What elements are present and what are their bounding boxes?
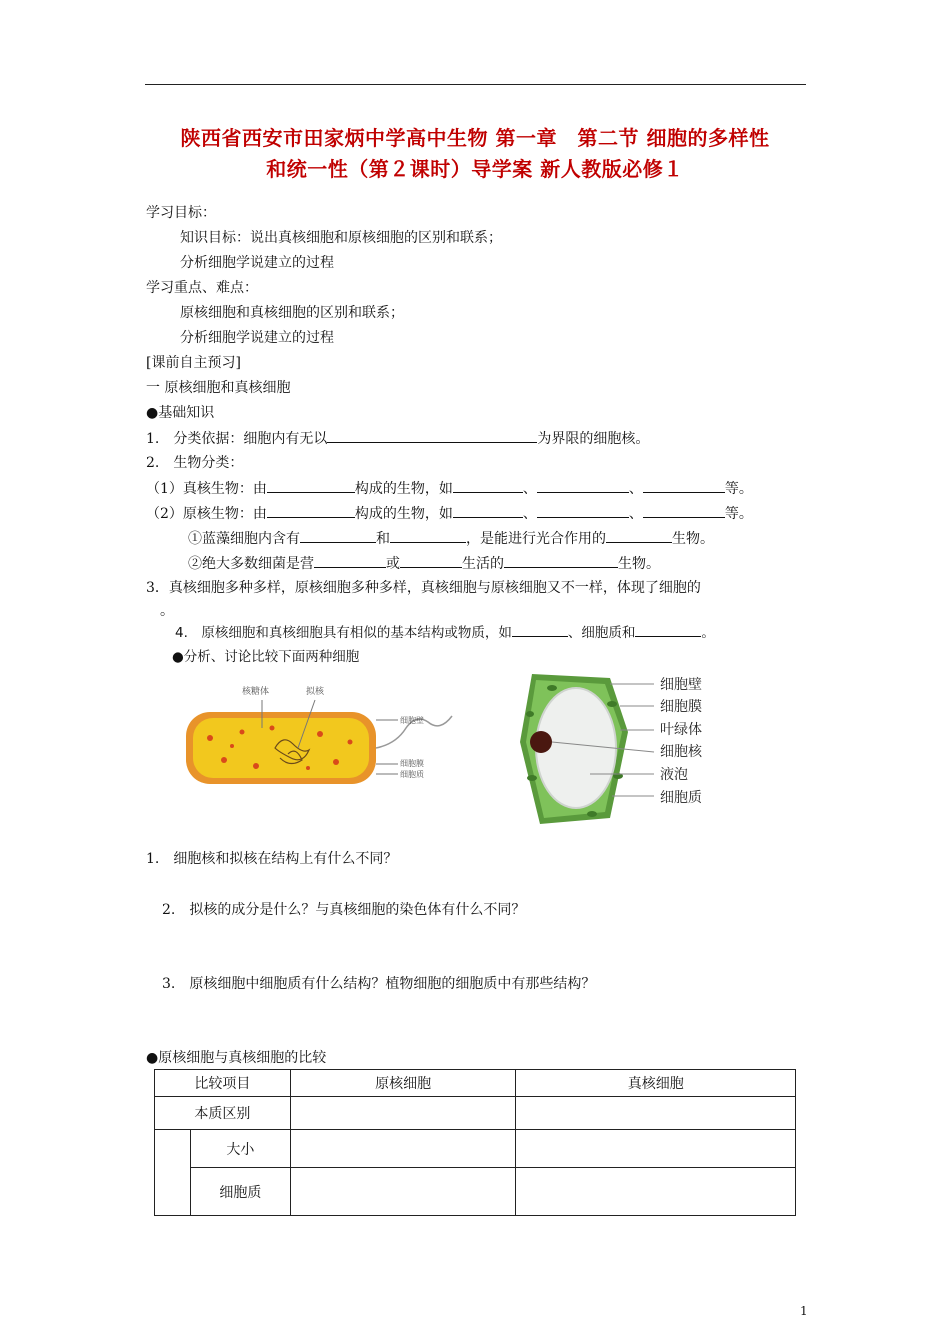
discussion-question-2: 2. 拟核的成分是什么？与真核细胞的染色体有什么不同？ (162, 902, 526, 918)
fill-blank[interactable] (643, 503, 725, 518)
document-title-line2: 和统一性（第２课时）导学案 新人教版必修１ (266, 157, 684, 181)
eukaryote-end: 等。 (724, 481, 753, 497)
prokaryote-end: 等。 (724, 506, 753, 522)
fill-blank[interactable] (327, 428, 537, 443)
eukaryote-prefix: （1）真核生物：由 (146, 481, 267, 497)
bacterium-diagram (186, 685, 452, 784)
header-prokaryote: 原核细胞 (290, 1070, 516, 1097)
label-cell-membrane: 细胞膜 (660, 699, 702, 715)
fill-blank[interactable] (512, 622, 568, 637)
table-row (155, 1070, 796, 1097)
bacteria-prefix: ②绝大多数细菌是营 (188, 556, 314, 572)
bacteria-end: 生物。 (618, 556, 660, 572)
plant-cell-diagram (520, 674, 703, 824)
fill-blank[interactable] (267, 503, 355, 518)
key-points-heading: 学习重点、难点： (146, 280, 258, 296)
table-cell[interactable] (516, 1130, 796, 1168)
label-bacterium-wall: 细胞壁 (400, 716, 424, 725)
fill-blank[interactable] (300, 528, 376, 543)
table-cell[interactable] (516, 1097, 796, 1130)
section-one-heading: 一 原核细胞和真核细胞 (146, 380, 291, 396)
separator: 、 (628, 506, 643, 522)
cyanobacteria-line (188, 528, 714, 549)
fill-blank[interactable] (390, 528, 466, 543)
objectives-heading: 学习目标： (146, 205, 216, 221)
similarity-mid: 、细胞质和 (567, 625, 636, 641)
separator: 、 (628, 481, 643, 497)
diversity-line1: 3．真核细胞多种多样，原核细胞多种多样，真核细胞与原核细胞又不一样，体现了细胞的 (146, 580, 701, 596)
nucleus (530, 731, 552, 753)
discussion-question-1: 1. 细胞核和拟核在结构上有什么不同？ (146, 851, 398, 867)
comparison-heading: ●原核细胞与真核细胞的比较 (146, 1050, 327, 1066)
objective-analysis: 分析细胞学说建立的过程 (180, 255, 334, 271)
cyanobacteria-prefix: ①蓝藻细胞内含有 (188, 531, 300, 547)
fill-blank[interactable] (453, 478, 523, 493)
row-size-label: 大小 (190, 1130, 290, 1168)
key-point-1: 原核细胞和真核细胞的区别和联系； (180, 305, 404, 321)
fill-blank[interactable] (504, 553, 618, 568)
fill-blank[interactable] (453, 503, 523, 518)
prokaryote-mid: 构成的生物，如 (354, 506, 453, 522)
bacteria-mid: 生活的 (462, 556, 504, 572)
cyanobacteria-and: 和 (376, 531, 390, 547)
cyanobacteria-mid: ，是能进行光合作用的 (466, 531, 606, 547)
header-item: 比较项目 (155, 1070, 291, 1097)
bacteria-line (188, 553, 660, 574)
fill-blank[interactable] (537, 478, 629, 493)
header-eukaryote: 真核细胞 (516, 1070, 796, 1097)
fill-blank[interactable] (400, 553, 462, 568)
q1-prefix: 1. 分类依据：细胞内有无以 (146, 431, 328, 447)
row-cytoplasm-label: 细胞质 (190, 1168, 290, 1216)
label-cell-wall: 细胞壁 (660, 677, 702, 693)
fill-blank[interactable] (643, 478, 725, 493)
comparison-table (154, 1069, 796, 1216)
fill-blank[interactable] (267, 478, 355, 493)
q1-suffix: 为界限的细胞核。 (537, 431, 650, 447)
label-vacuole: 液泡 (660, 767, 688, 783)
table-cell[interactable] (290, 1130, 516, 1168)
bacteria-or: 或 (386, 556, 400, 572)
table-cell[interactable] (290, 1097, 516, 1130)
objective-knowledge: 知识目标：说出真核细胞和原核细胞的区别和联系； (180, 230, 502, 246)
eukaryote-mid: 构成的生物，如 (354, 481, 453, 497)
similarity-end: 。 (701, 625, 715, 641)
separator: 、 (522, 506, 537, 522)
analysis-heading: ●分析、讨论比较下面两种细胞 (172, 649, 360, 665)
label-nucleus: 细胞核 (660, 744, 702, 760)
label-ribosome: 核糖体 (242, 687, 270, 697)
eukaryote-line (146, 478, 753, 499)
cell-comparison-figure (180, 668, 740, 828)
label-nucleoid: 拟核 (306, 687, 325, 697)
row-essence-label: 本质区别 (155, 1097, 291, 1130)
document-title-line1: 陕西省西安市田家炳中学高中生物 第一章 第二节 细胞的多样性 (180, 126, 770, 150)
cyanobacteria-end: 生物。 (672, 531, 714, 547)
top-rule (145, 84, 806, 85)
table-row (155, 1130, 796, 1168)
separator: 、 (522, 481, 537, 497)
label-cytoplasm: 细胞质 (660, 790, 702, 806)
table-row (155, 1097, 796, 1130)
table-cell[interactable] (290, 1168, 516, 1216)
prokaryote-line (146, 503, 753, 524)
label-bacterium-cytoplasm: 细胞质 (400, 770, 424, 779)
discussion-question-3: 3. 原核细胞中细胞质有什么结构？植物细胞的细胞质中有那些结构？ (162, 976, 596, 992)
fill-blank[interactable] (537, 503, 629, 518)
key-point-2: 分析细胞学说建立的过程 (180, 330, 334, 346)
question-organism-classification: 2. 生物分类： (146, 455, 244, 471)
question-classification (146, 428, 649, 449)
fill-blank[interactable] (606, 528, 672, 543)
similarity-question (175, 622, 715, 643)
table-cell (155, 1130, 191, 1216)
preview-heading: [课前自主预习] (146, 355, 241, 371)
similarity-prefix: 4. 原核细胞和真核细胞具有相似的基本结构或物质，如 (175, 625, 512, 641)
table-row (155, 1168, 796, 1216)
fill-blank[interactable] (314, 553, 386, 568)
basic-knowledge-heading: ●基础知识 (146, 405, 215, 421)
table-cell[interactable] (516, 1168, 796, 1216)
label-chloroplast: 叶绿体 (660, 722, 702, 738)
page-number: 1 (800, 1304, 808, 1318)
label-bacterium-membrane: 细胞膜 (400, 759, 424, 768)
prokaryote-prefix: （2）原核生物：由 (146, 506, 267, 522)
bacterium-cytoplasm (193, 718, 369, 778)
diversity-line2: 。 (160, 603, 174, 619)
fill-blank[interactable] (635, 622, 701, 637)
